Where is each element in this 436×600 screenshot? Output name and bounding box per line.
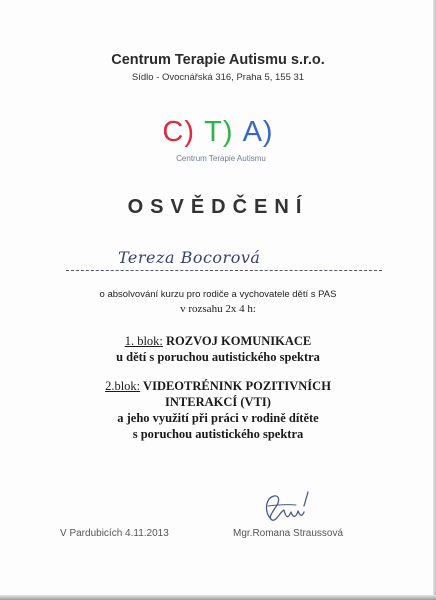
page-edge-bottom [0,595,436,600]
recipient-name: Tereza Bocorová [118,248,261,267]
logo-paren-2: ) [222,116,234,148]
certificate-title: OSVĚDČENÍ [127,196,309,218]
block-2-desc-2: s poruchou autistického spektra [132,427,304,441]
block-1-subtitle: u dětí s poruchou autistického spektra [116,350,320,364]
logo-paren-3: ) [262,116,274,148]
logo-letter-a: A [242,116,263,148]
block-1-tag: 1. blok: [124,334,163,348]
recipient-underline [66,270,382,271]
block-2-tag: 2.blok: [105,379,141,393]
course-block-2 [0,378,436,442]
block-1-title: ROZVOJ KOMUNIKACE [166,334,312,348]
organization-address: Sídlo - Ovocnářská 316, Praha 5, 155 31 [131,72,305,83]
block-2-title-1: VIDEOTRÉNINK POZITIVNÍCH [143,379,331,393]
course-intro: o absolvování kurzu pro rodiče a vychovatele dětí s PAS [99,289,337,300]
logo-letter-c: C [162,116,185,148]
issue-date: V Pardubicích 4.11.2013 [60,528,169,539]
block-2-title-2: INTERAKCÍ (VTI) [165,395,271,409]
cta-logo [0,116,436,148]
block-2-desc-1: a jeho využití při práci v rodině dítěte [117,411,319,425]
logo-subtitle: Centrum Terapie Autismu [176,154,266,163]
organization-name: Centrum Terapie Autismu s.r.o. [111,52,325,68]
course-range: v rozsahu 2x 4 h: [180,303,256,315]
logo-letter-t: T [204,116,223,148]
signer-name: Mgr.Romana Straussová [233,528,344,539]
course-block-1 [0,333,436,365]
handwritten-signature [250,488,340,528]
logo-paren-1: ) [184,116,196,148]
